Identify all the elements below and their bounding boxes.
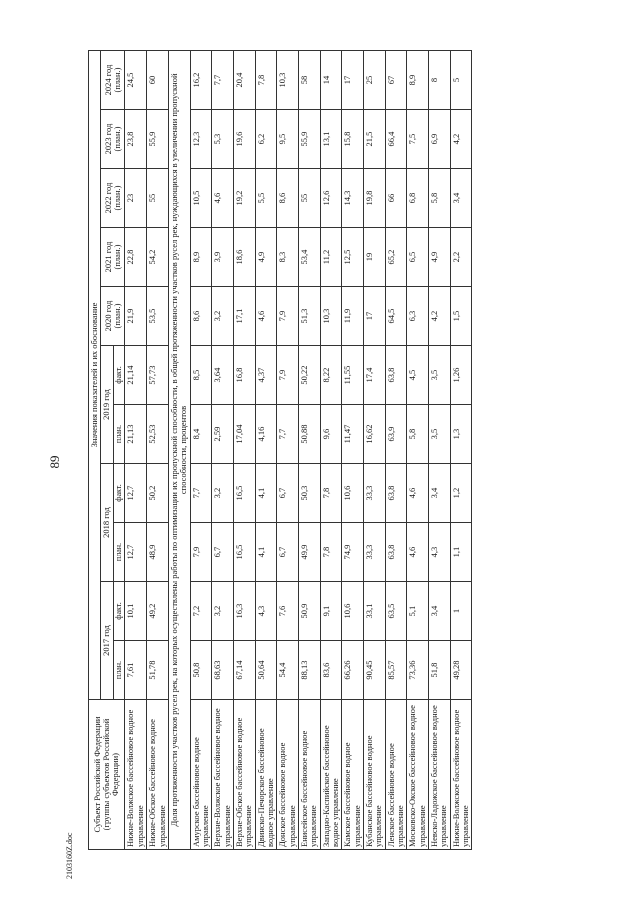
table-cell: 10,3 xyxy=(277,51,299,110)
table-cell: 8,22 xyxy=(320,346,342,405)
table-cell: 52,53 xyxy=(147,405,169,464)
table-cell: 17,1 xyxy=(233,287,255,346)
table-cell: 16,8 xyxy=(233,346,255,405)
table-cell: 1,1 xyxy=(450,523,472,582)
table-cell: 17 xyxy=(364,287,386,346)
table-cell: 4,16 xyxy=(255,405,277,464)
table-cell: 4,9 xyxy=(255,228,277,287)
row-subject: Нижне-Волжское бассейновое водное управление xyxy=(450,700,472,850)
table-row xyxy=(147,51,169,850)
table-cell: 16,3 xyxy=(233,582,255,641)
table-cell: 3,2 xyxy=(212,287,234,346)
table-cell: 3,2 xyxy=(212,464,234,523)
table-cell: 4,2 xyxy=(450,110,472,169)
row-subject: Амурское бассейновое водное управление xyxy=(190,700,212,850)
table-cell: 58 xyxy=(298,51,320,110)
table-cell: 7,9 xyxy=(277,287,299,346)
table-cell: 6,8 xyxy=(407,169,429,228)
table-row xyxy=(364,51,386,850)
row-subject: Ленское бассейновое водное управление xyxy=(385,700,407,850)
table-cell: 55,9 xyxy=(298,110,320,169)
table-cell: 20,4 xyxy=(233,51,255,110)
table-cell: 7,7 xyxy=(277,405,299,464)
table-cell: 48,9 xyxy=(147,523,169,582)
table-row xyxy=(385,51,407,850)
header-2019: 2019 год xyxy=(101,346,113,464)
table-cell: 66 xyxy=(385,169,407,228)
header-values-title: Значения показателей и их обоснование xyxy=(89,51,101,700)
row-subject: Кубанское бассейновое водное управление xyxy=(364,700,386,850)
table-cell: 50,64 xyxy=(255,641,277,700)
table-cell: 8,9 xyxy=(407,51,429,110)
table-cell: 21,5 xyxy=(364,110,386,169)
table-cell: 16,62 xyxy=(364,405,386,464)
table-cell: 68,63 xyxy=(212,641,234,700)
table-cell: 13,1 xyxy=(320,110,342,169)
table-cell: 24,5 xyxy=(125,51,147,110)
table-cell: 2,59 xyxy=(212,405,234,464)
table-row xyxy=(298,51,320,850)
table-cell: 8,9 xyxy=(190,228,212,287)
table-cell: 16,5 xyxy=(233,464,255,523)
table-cell: 33,3 xyxy=(364,464,386,523)
header-2017: 2017 год xyxy=(101,582,113,700)
table-cell: 19,2 xyxy=(233,169,255,228)
table-cell: 3,4 xyxy=(450,169,472,228)
table-cell: 50,8 xyxy=(190,641,212,700)
table-cell: 60 xyxy=(147,51,169,110)
table-cell: 90,45 xyxy=(364,641,386,700)
table-cell: 6,3 xyxy=(407,287,429,346)
table-cell: 63,8 xyxy=(385,464,407,523)
table-cell: 6,7 xyxy=(212,523,234,582)
table-cell: 21,9 xyxy=(125,287,147,346)
table-cell: 14 xyxy=(320,51,342,110)
table-cell: 8,5 xyxy=(190,346,212,405)
table-cell: 4,1 xyxy=(255,464,277,523)
table-cell: 6,2 xyxy=(255,110,277,169)
table-cell: 8,6 xyxy=(277,169,299,228)
table-row xyxy=(233,51,255,850)
table-cell: 51,78 xyxy=(147,641,169,700)
table-cell: 22,8 xyxy=(125,228,147,287)
table-cell: 7,7 xyxy=(212,51,234,110)
table-cell: 21,14 xyxy=(125,346,147,405)
table-cell: 6,9 xyxy=(429,110,451,169)
table-cell: 1 xyxy=(450,582,472,641)
table-cell: 50,9 xyxy=(298,582,320,641)
table-cell: 4,9 xyxy=(429,228,451,287)
table-cell: 1,3 xyxy=(450,405,472,464)
table-row xyxy=(190,51,212,850)
table-cell: 3,5 xyxy=(429,405,451,464)
row-subject: Камское бассейновое водное управление xyxy=(342,700,364,850)
table-cell: 6,5 xyxy=(407,228,429,287)
table-cell: 10,6 xyxy=(342,464,364,523)
section-title: Доля протяженности участков русел рек, на которых осуществлены работы по оптимизации их пропускной способности, в общей протяженности участков русел рек, нуждающихся в увеличении пропускной способности, процентов xyxy=(168,51,190,850)
table-cell: 1,5 xyxy=(450,287,472,346)
table-cell: 49,2 xyxy=(147,582,169,641)
table-cell: 7,8 xyxy=(320,523,342,582)
table-cell: 9,5 xyxy=(277,110,299,169)
table-cell: 12,7 xyxy=(125,464,147,523)
table-cell: 11,2 xyxy=(320,228,342,287)
table-cell: 19,8 xyxy=(364,169,386,228)
table-cell: 4,6 xyxy=(407,464,429,523)
table-cell: 11,47 xyxy=(342,405,364,464)
table-cell: 8,6 xyxy=(190,287,212,346)
table-cell: 7,8 xyxy=(320,464,342,523)
table-cell: 49,28 xyxy=(450,641,472,700)
table-cell: 18,6 xyxy=(233,228,255,287)
table-cell: 12,5 xyxy=(342,228,364,287)
table-cell: 50,3 xyxy=(298,464,320,523)
table-cell: 4,6 xyxy=(255,287,277,346)
row-subject: Енисейское бассейновое водное управление xyxy=(298,700,320,850)
table-cell: 8,4 xyxy=(190,405,212,464)
header-2024: 2024 год (план.) xyxy=(101,51,125,110)
table-row xyxy=(407,51,429,850)
table-cell: 9,6 xyxy=(320,405,342,464)
table-cell: 12,3 xyxy=(190,110,212,169)
table-cell: 1,26 xyxy=(450,346,472,405)
table-cell: 16,5 xyxy=(233,523,255,582)
table-cell: 54,2 xyxy=(147,228,169,287)
row-subject: Верхне-Волжское бассейновое водное управление xyxy=(212,700,234,850)
table-cell: 17,4 xyxy=(364,346,386,405)
table-cell: 4,2 xyxy=(429,287,451,346)
row-subject: Невско-Ладожское бассейновое водное управление xyxy=(429,700,451,850)
table-cell: 9,1 xyxy=(320,582,342,641)
table-cell: 7,5 xyxy=(407,110,429,169)
table-cell: 8 xyxy=(429,51,451,110)
table-cell: 7,7 xyxy=(190,464,212,523)
table-cell: 4,3 xyxy=(255,582,277,641)
table-cell: 5,8 xyxy=(407,405,429,464)
table-cell: 1,2 xyxy=(450,464,472,523)
table-cell: 73,36 xyxy=(407,641,429,700)
header-2022: 2022 год (план.) xyxy=(101,169,125,228)
table-cell: 88,13 xyxy=(298,641,320,700)
table-cell: 55 xyxy=(298,169,320,228)
table-cell: 5,8 xyxy=(429,169,451,228)
header-2017-plan: план. xyxy=(113,641,125,700)
table-cell: 3,64 xyxy=(212,346,234,405)
table-row xyxy=(255,51,277,850)
table-cell: 33,1 xyxy=(364,582,386,641)
table-cell: 19,6 xyxy=(233,110,255,169)
indicators-table xyxy=(88,50,472,850)
table-cell: 74,9 xyxy=(342,523,364,582)
table-cell: 6,7 xyxy=(277,523,299,582)
table-cell: 5,5 xyxy=(255,169,277,228)
header-2019-plan: план. xyxy=(113,405,125,464)
header-2017-fact: факт. xyxy=(113,582,125,641)
table-cell: 19 xyxy=(364,228,386,287)
row-subject: Верхне-Обское бассейновое водное управление xyxy=(233,700,255,850)
table-cell: 4,5 xyxy=(407,346,429,405)
table-cell: 17 xyxy=(342,51,364,110)
table-cell: 66,4 xyxy=(385,110,407,169)
table-cell: 16,2 xyxy=(190,51,212,110)
table-cell: 7,61 xyxy=(125,641,147,700)
header-subject: Субъект Российской Федерации (группы субъектов Российской Федерации) xyxy=(89,700,125,850)
table-cell: 10,1 xyxy=(125,582,147,641)
table-cell: 53,4 xyxy=(298,228,320,287)
table-cell: 23,8 xyxy=(125,110,147,169)
table-cell: 63,5 xyxy=(385,582,407,641)
table-cell: 50,2 xyxy=(147,464,169,523)
table-cell: 25 xyxy=(364,51,386,110)
table-row xyxy=(450,51,472,850)
table-cell: 50,88 xyxy=(298,405,320,464)
table-cell: 3,9 xyxy=(212,228,234,287)
table-cell: 3,2 xyxy=(212,582,234,641)
table-cell: 5,3 xyxy=(212,110,234,169)
table-cell: 8,3 xyxy=(277,228,299,287)
table-cell: 3,4 xyxy=(429,464,451,523)
table-cell: 49,9 xyxy=(298,523,320,582)
table-cell: 10,6 xyxy=(342,582,364,641)
table-cell: 55 xyxy=(147,169,169,228)
table-row xyxy=(342,51,364,850)
row-subject: Нижне-Волжское бассейновое водное управление xyxy=(125,700,147,850)
footer-doc-code: 2103160Z.doc xyxy=(65,832,74,879)
table-cell: 51,8 xyxy=(429,641,451,700)
table-cell: 63,9 xyxy=(385,405,407,464)
table-cell: 67 xyxy=(385,51,407,110)
table-cell: 3,5 xyxy=(429,346,451,405)
table-cell: 15,8 xyxy=(342,110,364,169)
table-cell: 7,6 xyxy=(277,582,299,641)
table-cell: 7,9 xyxy=(277,346,299,405)
table-cell: 4,6 xyxy=(407,523,429,582)
row-subject: Западно-Каспийское бассейновое водное управление xyxy=(320,700,342,850)
table-row xyxy=(212,51,234,850)
table-cell: 83,6 xyxy=(320,641,342,700)
table-cell: 7,8 xyxy=(255,51,277,110)
table-cell: 12,7 xyxy=(125,523,147,582)
table-cell: 65,2 xyxy=(385,228,407,287)
table-cell: 17,04 xyxy=(233,405,255,464)
header-2018: 2018 год xyxy=(101,464,113,582)
table-row xyxy=(277,51,299,850)
table-cell: 5 xyxy=(450,51,472,110)
header-2020: 2020 год (план.) xyxy=(101,287,125,346)
table-cell: 64,5 xyxy=(385,287,407,346)
header-2019-fact: факт. xyxy=(113,346,125,405)
table-cell: 63,8 xyxy=(385,346,407,405)
table-cell: 54,4 xyxy=(277,641,299,700)
table-cell: 51,3 xyxy=(298,287,320,346)
table-cell: 23 xyxy=(125,169,147,228)
table-row xyxy=(429,51,451,850)
table-cell: 67,14 xyxy=(233,641,255,700)
rotated-table-canvas xyxy=(88,50,613,850)
table-cell: 6,7 xyxy=(277,464,299,523)
table-cell: 53,5 xyxy=(147,287,169,346)
header-2021: 2021 год (план.) xyxy=(101,228,125,287)
row-subject: Донское бассейновое водное управление xyxy=(277,700,299,850)
table-row xyxy=(125,51,147,850)
table-cell: 12,6 xyxy=(320,169,342,228)
table-cell: 3,4 xyxy=(429,582,451,641)
table-cell: 2,2 xyxy=(450,228,472,287)
table-cell: 7,9 xyxy=(190,523,212,582)
table-cell: 21,13 xyxy=(125,405,147,464)
table-cell: 4,3 xyxy=(429,523,451,582)
table-cell: 4,6 xyxy=(212,169,234,228)
table-cell: 11,9 xyxy=(342,287,364,346)
header-2018-plan: план. xyxy=(113,523,125,582)
table-cell: 66,26 xyxy=(342,641,364,700)
row-subject: Московско-Окское бассейновое водное управление xyxy=(407,700,429,850)
table-cell: 14,3 xyxy=(342,169,364,228)
table-cell: 4,37 xyxy=(255,346,277,405)
row-subject: Двинско-Печорское бассейновое водное управление xyxy=(255,700,277,850)
table-cell: 50,22 xyxy=(298,346,320,405)
table-cell: 4,1 xyxy=(255,523,277,582)
table-cell: 5,1 xyxy=(407,582,429,641)
table-cell: 10,5 xyxy=(190,169,212,228)
table-cell: 85,57 xyxy=(385,641,407,700)
table-cell: 11,55 xyxy=(342,346,364,405)
page-number: 89 xyxy=(47,455,62,469)
table-cell: 57,73 xyxy=(147,346,169,405)
table-cell: 10,3 xyxy=(320,287,342,346)
table-cell: 7,2 xyxy=(190,582,212,641)
table-row xyxy=(320,51,342,850)
table-cell: 33,3 xyxy=(364,523,386,582)
header-2023: 2023 год (план.) xyxy=(101,110,125,169)
table-cell: 55,9 xyxy=(147,110,169,169)
table-cell: 63,8 xyxy=(385,523,407,582)
section-row xyxy=(168,51,190,850)
row-subject: Нижне-Обское бассейновое водное управление xyxy=(147,700,169,850)
header-2018-fact: факт. xyxy=(113,464,125,523)
